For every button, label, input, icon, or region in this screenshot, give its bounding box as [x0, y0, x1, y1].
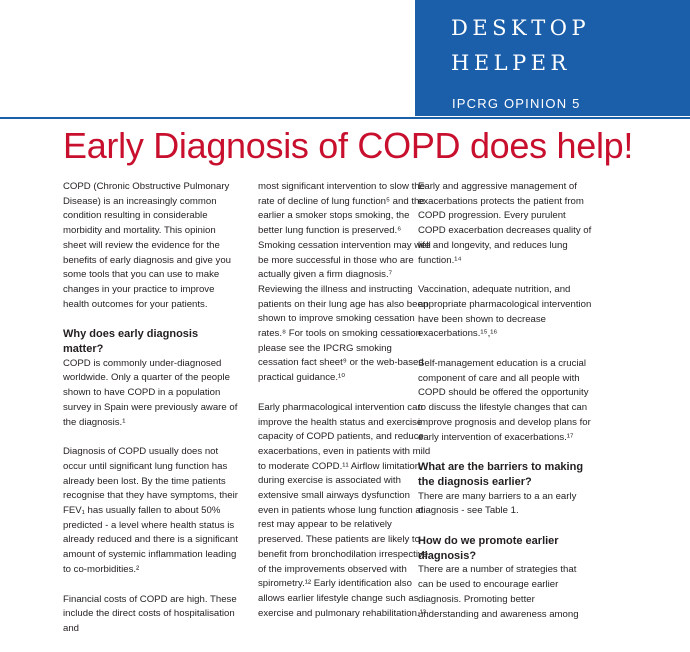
paragraph-financial-costs: Financial costs of COPD are high. These include the direct costs of hospitalisation and	[63, 593, 237, 634]
heading-promote-diagnosis: How do we promote earlier diagnosis?	[418, 535, 559, 562]
masthead-line-desktop: DESKTOP	[451, 16, 591, 40]
header-rule	[0, 117, 690, 119]
column-2	[258, 180, 433, 636]
paragraph-underdiagnosis: COPD is commonly under-diagnosed worldwide. Only a quarter of the people shown to have COPD in a population survey in Spain were previously aware of the diagnosis.¹	[63, 357, 238, 428]
paragraph-barriers: There are many barriers to a an early diagnosis - see Table 1.	[418, 490, 577, 517]
paragraph-self-management: Self-management education is a crucial component of care and all people with COPD should be offered the opportunity to discuss the lifestyle changes that can improve prognosis and develop plans for early intervention of exacerbations.¹⁷	[418, 358, 591, 443]
paragraph-pharmacological-intervention: Early pharmacological intervention can improve the health status and exercise capacity of COPD patients, and reduce exacerbations, even in patients with mild to moderate COPD.¹¹ Airflow limitation during exercise is associated with extensive small airways dysfunction even in patients whose lung function at rest may appear to be relatively preserved. These patients are likely to benefit from bronchodilation irrespective of the improvements observed with spirometry.¹² Early identification also allows earlier lifestyle change such as exercise and pulmonary rehabilitation.¹³	[258, 401, 431, 619]
series-label: IPCRG OPINION 5	[452, 96, 581, 111]
paragraph-strategies: There are a number of strategies that can be used to encourage earlier diagnosis. Promoting better understanding and awareness among	[418, 564, 579, 620]
paragraph-lung-function-loss: Diagnosis of COPD usually does not occur until significant lung function has already been lost. By the time patients recognise that they have symptoms, their FEV₁ has usually fallen to about 50% predicted - a level where health status is already reduced and there is a significant amount of systemic inflammation leading to co-morbidities.²	[63, 446, 238, 575]
paragraph-vaccination: Vaccination, adequate nutrition, and appropriate pharmacological intervention have been shown to decrease exacerbations.¹⁵,¹⁶	[418, 284, 592, 340]
page-title: Early Diagnosis of COPD does help!	[63, 125, 634, 166]
heading-barriers: What are the barriers to making the diagnosis earlier?	[418, 461, 584, 488]
intro-paragraph: COPD (Chronic Obstructive Pulmonary Disease) is an increasingly common condition resulting in considerable morbidity and mortality. This opinion sheet will review the evidence for the benefits of early diagnosis and give you some tools that you can use to make changes in your practice to improve health outcomes for your patients.	[63, 181, 231, 310]
paragraph-exacerbations: Early and aggressive management of exacerbations protects the patient from COPD progression. Every purulent COPD exacerbation decreases quality of life and longevity, and reduces lung function.¹⁴	[418, 181, 592, 266]
masthead	[415, 0, 690, 116]
masthead-line-helper: HELPER	[451, 51, 571, 75]
column-1	[63, 180, 238, 652]
heading-why-early-diagnosis: Why does early diagnosis matter?	[63, 328, 199, 356]
paragraph-smoking-cessation: most significant intervention to slow the rate of decline of lung function⁵ and the earlier a smoker stops smoking, the better lung function is preserved.⁶ Smoking cessation intervention may well be more successful in those who are actually given a firm diagnosis.⁷ Reviewing the illness and instructing patients on their lung age has also been shown to improve smoking cessation rates.⁸ For tools on smoking cessation please see the IPCRG smoking cessation fact sheet⁹ or the web-based practical guidance.¹⁰	[258, 181, 431, 384]
column-3	[418, 180, 593, 637]
